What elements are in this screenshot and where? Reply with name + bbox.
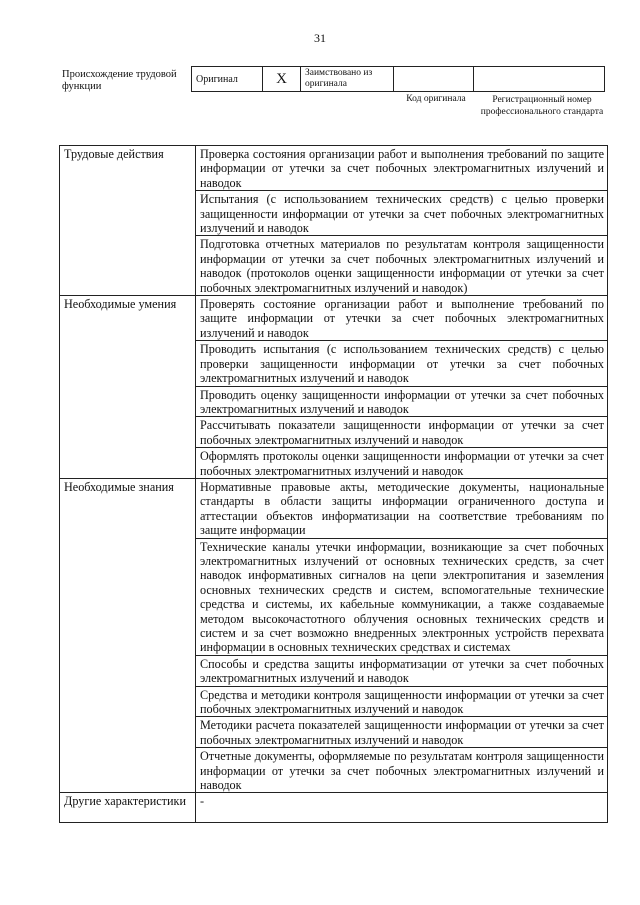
table-cell: Средства и методики контроля защищенности информации от утечки за счет побочных электромагнитных излучений и наводок [196, 686, 608, 717]
table-row [60, 793, 608, 823]
table-cell: Проводить оценку защищенности информации от утечки за счет побочных электромагнитных излучений и наводок [196, 386, 608, 417]
table-cell: Технические каналы утечки информации, возникающие за счет побочных электромагнитных излучений от основных технических средств, за счет наводок информативных сигналов на цепи электропитания и заземления основных технических средств и систем, вспомогательные технические средства и системы, их кабельные коммуникации, а также создаваемые методом высокочастотного облучения основных технических средств и систем и за счет возможно внедренных электронных устройств перехвата информации в основных технических средствах и системах [196, 538, 608, 655]
table-row [60, 296, 608, 341]
section-label: Другие характеристики [60, 793, 196, 823]
section-label: Трудовые действия [60, 146, 196, 296]
table-cell: Проводить испытания (с использованием технических средств) с целью проверки защищенности информации от утечки за счет побочных электромагнитных излучений и наводок [196, 341, 608, 386]
table-cell: Отчетные документы, оформляемые по результатам контроля защищенности информации от утечки за счет побочных электромагнитных излучений и наводок [196, 748, 608, 793]
origin-table [191, 66, 605, 92]
table-cell: Способы и средства защиты информатизации от утечки за счет побочных электромагнитных излучений и наводок [196, 655, 608, 686]
table-cell: Оформлять протоколы оценки защищенности информации от утечки за счет побочных электромагнитных излучений и наводок [196, 448, 608, 479]
original-cell: Оригинал [192, 67, 263, 92]
function-table [59, 145, 608, 823]
section-label: Необходимые умения [60, 296, 196, 479]
table-row [60, 478, 608, 538]
table-cell: Проверка состояния организации работ и выполнения требований по защите информации от утечки за счет побочных электромагнитных излучений и наводок [196, 146, 608, 191]
code-caption: Код оригинала [406, 94, 466, 104]
table-row [60, 146, 608, 191]
table-cell: Испытания (с использованием технических средств) с целью проверки защищенности информации от утечки за счет побочных электромагнитных излучений и наводок [196, 191, 608, 236]
table-cell: Нормативные правовые акты, методические документы, национальные стандарты в области защиты информации ограниченного доступа и аттестации объектов информатизации на соответствие требованиям по защите информации [196, 478, 608, 538]
table-cell: Методики расчета показателей защищенности информации от утечки за счет побочных электромагнитных излучений и наводок [196, 717, 608, 748]
origin-label: Происхождение трудовой функции [62, 69, 177, 92]
borrowed-cell: Заимствовано из оригинала [301, 67, 394, 92]
table-cell: Проверять состояние организации работ и выполнение требований по защите информации от утечки за счет побочных электромагнитных излучений и наводок [196, 296, 608, 341]
table-cell: Подготовка отчетных материалов по результатам контроля защищенности информации от утечки за счет побочных электромагнитных излучений и наводок (протоколов оценки защищенности информации от утечки за счет побочных электромагнитных излучений и наводок) [196, 236, 608, 296]
reg-number-cell [474, 67, 605, 92]
section-label: Необходимые знания [60, 478, 196, 793]
table-cell: - [196, 793, 608, 823]
page-number: 31 [314, 31, 326, 45]
table-cell: Рассчитывать показатели защищенности информации от утечки за счет побочных электромагнитных излучений и наводок [196, 417, 608, 448]
code-cell [394, 67, 474, 92]
original-mark: X [263, 67, 301, 92]
reg-number-caption: Регистрационный номер профессионального стандарта [480, 95, 604, 117]
